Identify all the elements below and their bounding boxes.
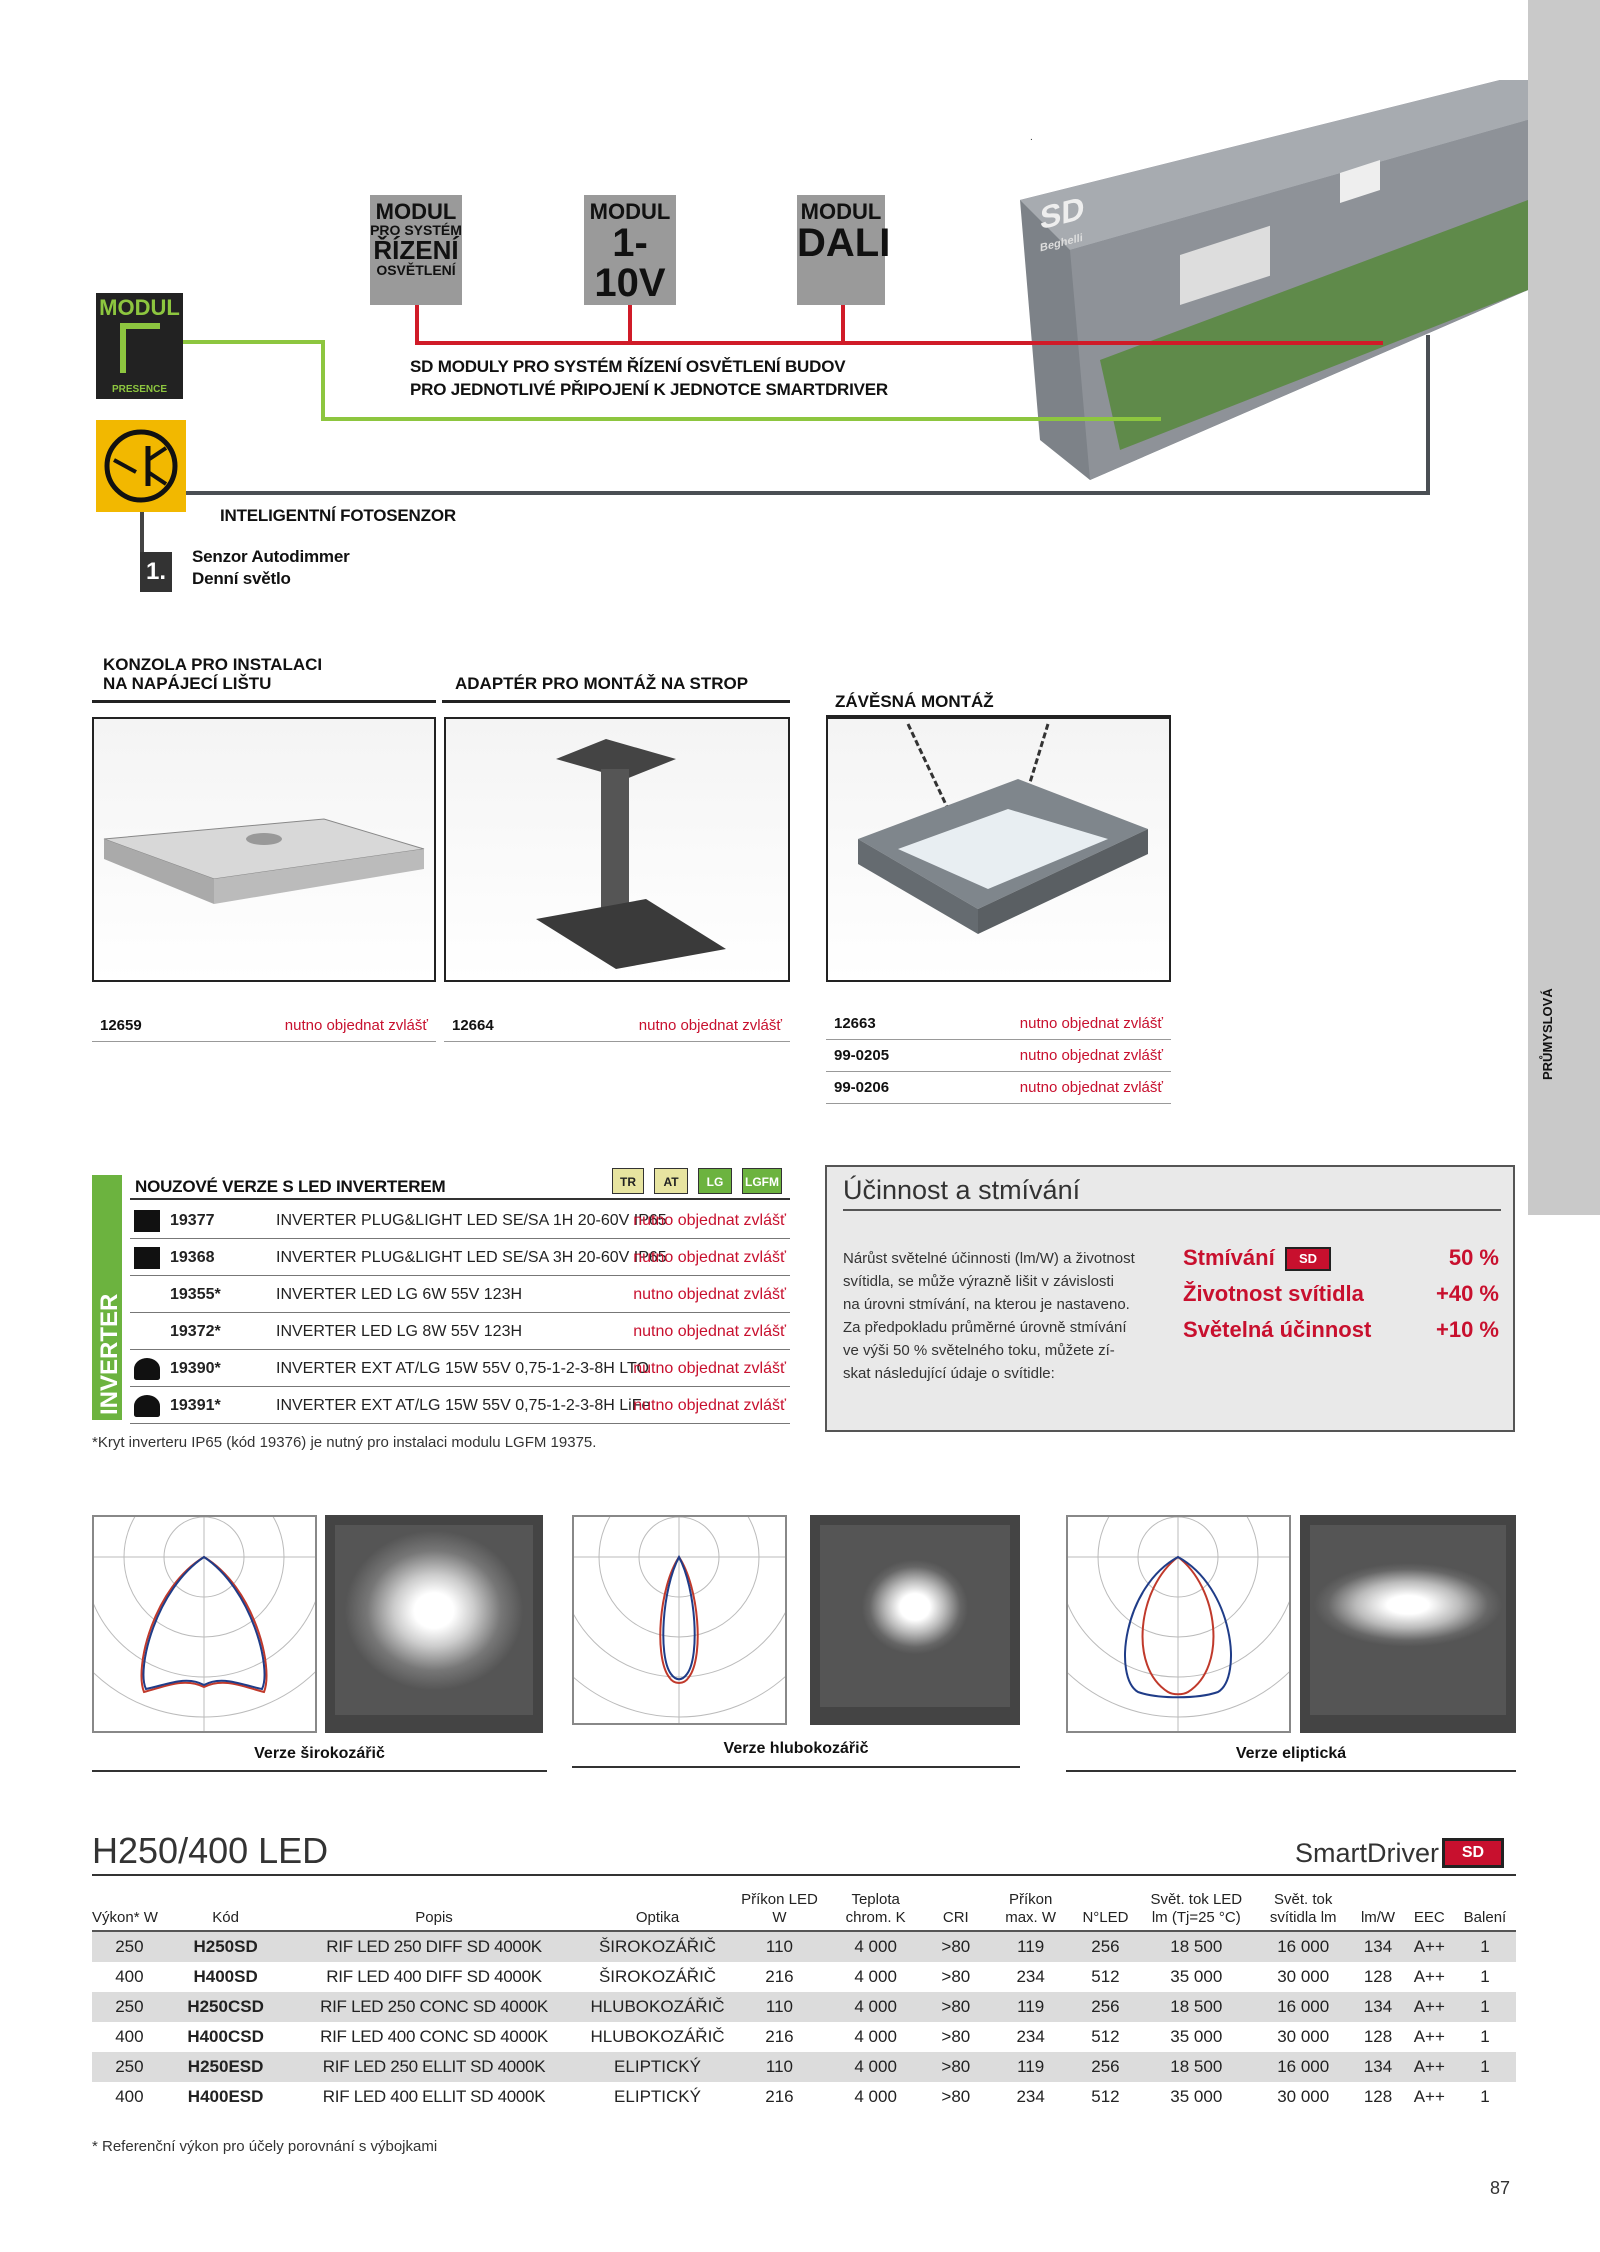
cell-tok-led: 18 500 bbox=[1138, 2052, 1256, 2082]
cell-baleni: 1 bbox=[1480, 1967, 1490, 1986]
accessory-code-row bbox=[826, 1040, 1171, 1072]
inverter-code: 19368 bbox=[170, 1249, 215, 1266]
polar-diagram-elliptic bbox=[1066, 1515, 1291, 1733]
accessory-code-row bbox=[444, 1010, 790, 1042]
col-tok-led bbox=[1138, 1891, 1256, 1931]
inverter-desc: INVERTER EXT AT/LG 15W 55V 0,75-1-2-3-8H LiFe bbox=[276, 1397, 651, 1414]
inverter-footnote: *Kryt inverteru IP65 (kód 19376) je nutný pro instalaci modulu LGFM 19375. bbox=[92, 1434, 597, 1451]
wire-red bbox=[841, 305, 845, 343]
badge-at: AT bbox=[654, 1168, 688, 1194]
cell-tok-led: 35 000 bbox=[1170, 2087, 1223, 2106]
cell-kod: H400SD bbox=[193, 1967, 258, 1986]
table-row bbox=[92, 1992, 1516, 2022]
cell-eec: A++ bbox=[1413, 1967, 1445, 1986]
col-nled: N°LED bbox=[1073, 1891, 1137, 1931]
order-note: nutno objednat zvlášť bbox=[633, 1397, 786, 1414]
product-table bbox=[92, 1891, 1516, 2112]
accessory-code: 12664 bbox=[452, 1017, 494, 1034]
module-name: ŘÍZENÍ bbox=[373, 235, 459, 265]
module-title: MODUL bbox=[99, 295, 180, 320]
cell-eec: A++ bbox=[1405, 1992, 1454, 2022]
inverter-side-label: INVERTER bbox=[96, 1293, 123, 1415]
light-spot-narrow bbox=[810, 1515, 1020, 1725]
cell-vykon: 400 bbox=[115, 2087, 144, 2106]
inverter-code: 19355* bbox=[170, 1286, 221, 1303]
accessory-title-line: KONZOLA PRO INSTALACI bbox=[103, 655, 323, 674]
col-vykon: Výkon* W bbox=[92, 1891, 167, 1931]
cell-baleni: 1 bbox=[1480, 2087, 1490, 2106]
light-spot-elliptic bbox=[1300, 1515, 1516, 1733]
cell-cri: >80 bbox=[924, 1931, 988, 1962]
cell-tok-sv: 30 000 bbox=[1277, 2027, 1330, 2046]
cell-popis: RIF LED 250 ELLIT SD 4000K bbox=[284, 2052, 583, 2082]
accessory-code: 12659 bbox=[100, 1017, 142, 1034]
system-description-line: PRO JEDNOTLIVÉ PŘIPOJENÍ K JEDNOTCE SMARTDRIVER bbox=[410, 380, 889, 399]
col-optika: Optika bbox=[584, 1891, 732, 1931]
ceiling-adapter-image bbox=[444, 717, 790, 982]
col-teplota bbox=[828, 1891, 924, 1931]
order-note: nutno objednat zvlášť bbox=[633, 1323, 786, 1340]
module-lighting-control bbox=[370, 195, 462, 305]
order-note: nutno objednat zvlášť bbox=[633, 1212, 786, 1229]
page-number: 87 bbox=[1490, 2178, 1511, 2198]
cell-baleni: 1 bbox=[1454, 1992, 1516, 2022]
efficiency-value: 50 % bbox=[1448, 1245, 1499, 1270]
module-name: DALI bbox=[797, 221, 891, 265]
cell-baleni: 1 bbox=[1454, 1931, 1516, 1962]
divider bbox=[442, 700, 790, 703]
photometry-caption: Verze širokozářič bbox=[254, 1745, 385, 1762]
col-tok-led-l2: lm (Tj=25 °C) bbox=[1151, 1909, 1241, 1926]
efficiency-title: Účinnost a stmívání bbox=[843, 1175, 1081, 1205]
col-baleni: Balení bbox=[1454, 1891, 1516, 1931]
cell-eec: A++ bbox=[1405, 2052, 1454, 2082]
cell-vykon: 400 bbox=[115, 1967, 144, 1986]
cell-vykon: 250 bbox=[92, 1931, 167, 1962]
accessory-title: ZÁVĚSNÁ MONTÁŽ bbox=[835, 692, 994, 711]
cell-tok-sv: 16 000 bbox=[1255, 1992, 1351, 2022]
divider bbox=[92, 1770, 547, 1772]
cell-prikon: 119 bbox=[988, 1931, 1074, 1962]
cell-lmw: 134 bbox=[1351, 1931, 1404, 1962]
sensor-name-line: Denní světlo bbox=[192, 569, 291, 588]
accessory-code-row bbox=[92, 1010, 436, 1042]
efficiency-value: +10 % bbox=[1436, 1317, 1499, 1342]
table-row bbox=[92, 1962, 1516, 1992]
inverter-row bbox=[130, 1313, 790, 1350]
cell-teplota: 4 000 bbox=[854, 1967, 897, 1986]
accessory-title-line: NA NAPÁJECÍ LIŠTU bbox=[103, 674, 272, 693]
cell-kod: H250ESD bbox=[167, 2052, 285, 2082]
col-kod: Kód bbox=[167, 1891, 285, 1931]
cell-prikon: 234 bbox=[1016, 1967, 1045, 1986]
cell-tok-sv: 30 000 bbox=[1277, 1967, 1330, 1986]
inverter-row bbox=[130, 1276, 790, 1313]
cell-tok-sv: 30 000 bbox=[1277, 2087, 1330, 2106]
cell-baleni: 1 bbox=[1454, 2052, 1516, 2082]
cell-kod: H400ESD bbox=[187, 2087, 264, 2106]
cell-nled: 256 bbox=[1073, 2052, 1137, 2082]
brand-name: SmartDriver bbox=[1295, 1838, 1440, 1868]
cell-cri: >80 bbox=[941, 2027, 971, 2046]
cell-cri: >80 bbox=[924, 1992, 988, 2022]
efficiency-label: Stmívání bbox=[1183, 1245, 1275, 1270]
cell-popis: RIF LED 400 ELLIT SD 4000K bbox=[322, 2087, 546, 2106]
order-note: nutno objednat zvlášť bbox=[284, 1017, 428, 1034]
badge-tr: TR bbox=[612, 1168, 644, 1194]
cell-prikon-led: 216 bbox=[765, 1967, 794, 1986]
cell-cri: >80 bbox=[941, 2087, 971, 2106]
photometry-caption: Verze hlubokozářič bbox=[723, 1740, 869, 1757]
wire-red bbox=[415, 341, 1383, 345]
divider bbox=[92, 1874, 1516, 1876]
smartdriver-logo: SD bbox=[1442, 1838, 1504, 1868]
cell-optika: ELIPTICKÝ bbox=[584, 2052, 732, 2082]
photosensor-label: INTELIGENTNÍ FOTOSENZOR bbox=[220, 506, 456, 525]
order-note: nutno objednat zvlášť bbox=[1019, 1079, 1163, 1096]
col-tok-led-l1: Svět. tok LED bbox=[1150, 1891, 1243, 1908]
cell-kod: H250CSD bbox=[167, 1992, 285, 2022]
col-teplota-l1: Teplota bbox=[851, 1891, 900, 1908]
sd-logo: SD bbox=[1285, 1247, 1331, 1271]
col-teplota-l2: chrom. K bbox=[845, 1909, 906, 1926]
wire-green bbox=[321, 417, 1161, 421]
cell-teplota: 4 000 bbox=[854, 2087, 897, 2106]
cell-teplota: 4 000 bbox=[854, 2027, 897, 2046]
table-header-row bbox=[92, 1891, 1516, 1931]
inverter-desc: INVERTER PLUG&LIGHT LED SE/SA 3H 20-60V IP65 bbox=[276, 1249, 667, 1266]
inverter-code: 19390* bbox=[170, 1360, 221, 1377]
device-logo-main: SD bbox=[1040, 189, 1085, 237]
efficiency-text-line: na úrovni stmívání, na kterou je nastaveno. bbox=[843, 1296, 1130, 1313]
accessory-code: 12663 bbox=[834, 1015, 876, 1032]
cell-nled: 512 bbox=[1091, 2087, 1120, 2106]
wire-dark bbox=[186, 491, 1430, 495]
cell-nled: 256 bbox=[1073, 1931, 1137, 1962]
presence-icon bbox=[120, 323, 160, 373]
module-title: MODUL bbox=[375, 199, 457, 224]
cell-cri: >80 bbox=[941, 1967, 971, 1986]
table-row bbox=[92, 2052, 1516, 2082]
cell-tok-sv: 16 000 bbox=[1255, 2052, 1351, 2082]
efficiency-text-line: Za předpokladu průměrné úrovně stmívání bbox=[843, 1319, 1127, 1336]
cell-prikon-led: 216 bbox=[765, 2087, 794, 2106]
light-spot-wide bbox=[325, 1515, 543, 1733]
cell-lmw: 134 bbox=[1351, 1992, 1404, 2022]
cell-lmw: 134 bbox=[1351, 2052, 1404, 2082]
cell-tok-led: 18 500 bbox=[1138, 1931, 1256, 1962]
cell-lmw: 128 bbox=[1363, 2087, 1393, 2106]
wire-red bbox=[628, 305, 632, 343]
order-note: nutno objednat zvlášť bbox=[1019, 1015, 1163, 1032]
inverter-title: NOUZOVÉ VERZE S LED INVERTEREM bbox=[135, 1177, 446, 1196]
efficiency-label: Světelná účinnost bbox=[1183, 1317, 1372, 1342]
sensor-number: 1. bbox=[140, 552, 172, 592]
inverter-code: 19372* bbox=[170, 1323, 221, 1340]
order-note: nutno objednat zvlášť bbox=[633, 1360, 786, 1377]
cell-vykon: 250 bbox=[92, 1992, 167, 2022]
device-logo-sub: Beghelli bbox=[1040, 231, 1083, 255]
cell-vykon: 250 bbox=[92, 2052, 167, 2082]
efficiency-text bbox=[843, 1247, 1173, 1385]
cell-prikon-led: 216 bbox=[765, 2027, 794, 2046]
cell-teplota: 4 000 bbox=[828, 2052, 924, 2082]
efficiency-label: Životnost svítidla bbox=[1183, 1281, 1364, 1306]
divider bbox=[572, 1766, 1020, 1768]
cell-kod: H250SD bbox=[167, 1931, 285, 1962]
suspension-mount-image bbox=[826, 717, 1171, 982]
inverter-side-bar bbox=[92, 1175, 122, 1420]
system-description bbox=[410, 355, 888, 401]
wire-green bbox=[183, 340, 323, 344]
col-tok-sv bbox=[1255, 1891, 1351, 1931]
inverter-row bbox=[130, 1350, 790, 1387]
accessory-code-row bbox=[826, 1008, 1171, 1040]
module-dali bbox=[797, 195, 891, 305]
efficiency-item bbox=[1183, 1317, 1499, 1353]
cell-optika: ŠIROKOZÁŘIČ bbox=[584, 1931, 732, 1962]
inverter-row bbox=[130, 1387, 790, 1424]
polar-diagram-narrow bbox=[572, 1515, 787, 1725]
cell-cri: >80 bbox=[924, 2052, 988, 2082]
sensor-name-line: Senzor Autodimmer bbox=[192, 547, 350, 566]
photosensor-icon bbox=[96, 420, 186, 512]
efficiency-text-line: ve výši 50 % světelného toku, můžete zí- bbox=[843, 1342, 1115, 1359]
cell-eec: A++ bbox=[1413, 2027, 1445, 2046]
wire-dark bbox=[1426, 335, 1430, 495]
inverter-row bbox=[130, 1239, 790, 1276]
battery-pack-icon bbox=[134, 1358, 160, 1380]
cell-prikon-led: 110 bbox=[731, 1931, 827, 1962]
col-cri: CRI bbox=[924, 1891, 988, 1931]
cell-baleni: 1 bbox=[1480, 2027, 1490, 2046]
divider bbox=[130, 1198, 790, 1200]
system-description-line: SD MODULY PRO SYSTÉM ŘÍZENÍ OSVĚTLENÍ BUDOV bbox=[410, 357, 846, 376]
table-row bbox=[92, 2082, 1516, 2112]
cell-popis: RIF LED 250 DIFF SD 4000K bbox=[284, 1931, 583, 1962]
efficiency-values bbox=[1183, 1245, 1499, 1353]
product-title: H250/400 LED bbox=[92, 1830, 329, 1871]
col-popis: Popis bbox=[284, 1891, 583, 1931]
cell-tok-led: 35 000 bbox=[1170, 2027, 1223, 2046]
cell-tok-sv: 16 000 bbox=[1255, 1931, 1351, 1962]
wire-red bbox=[415, 305, 419, 343]
battery-pack-icon bbox=[134, 1395, 160, 1417]
cell-prikon-led: 110 bbox=[731, 1992, 827, 2022]
cell-optika: ŠIROKOZÁŘIČ bbox=[598, 1967, 717, 1986]
efficiency-panel bbox=[825, 1165, 1515, 1432]
module-title: MODUL bbox=[589, 199, 671, 224]
cell-optika: HLUBOKOZÁŘIČ bbox=[584, 1992, 732, 2022]
inverter-row bbox=[130, 1202, 790, 1239]
cell-tok-led: 35 000 bbox=[1170, 1967, 1223, 1986]
cell-teplota: 4 000 bbox=[828, 1992, 924, 2022]
col-tok-sv-l1: Svět. tok bbox=[1274, 1891, 1333, 1908]
efficiency-text-line: svítidla, se může výrazně lišit v závislosti bbox=[843, 1273, 1114, 1290]
cell-prikon-led: 110 bbox=[731, 2052, 827, 2082]
photometry-caption: Verze eliptická bbox=[1235, 1745, 1347, 1762]
side-tab bbox=[1528, 0, 1600, 1215]
side-tab-label: PRŮMYSLOVÁ bbox=[1540, 988, 1555, 1080]
accessory-title: ADAPTÉR PRO MONTÁŽ NA STROP bbox=[455, 674, 749, 693]
cell-lmw: 128 bbox=[1363, 1967, 1393, 1986]
cell-nled: 256 bbox=[1073, 1992, 1137, 2022]
polar-diagram-wide bbox=[92, 1515, 317, 1733]
cell-prikon: 119 bbox=[988, 2052, 1074, 2082]
inverter-desc: INVERTER LED LG 8W 55V 123H bbox=[276, 1323, 523, 1340]
module-name: 1-10V bbox=[594, 221, 666, 305]
accessory-code-row bbox=[826, 1072, 1171, 1104]
module-presence bbox=[96, 293, 183, 399]
efficiency-item bbox=[1183, 1245, 1499, 1281]
divider bbox=[92, 700, 436, 703]
order-note: nutno objednat zvlášť bbox=[638, 1017, 782, 1034]
accessory-title bbox=[103, 655, 322, 693]
cell-tok-led: 18 500 bbox=[1138, 1992, 1256, 2022]
col-prikon-led-l2: W bbox=[772, 1909, 787, 1926]
inverter-desc: INVERTER EXT AT/LG 15W 55V 0,75-1-2-3-8H LTO bbox=[276, 1360, 649, 1377]
inverter-badges bbox=[612, 1168, 792, 1194]
badge-lg: LG bbox=[698, 1168, 732, 1194]
inverter-desc: INVERTER LED LG 6W 55V 123H bbox=[276, 1286, 523, 1303]
col-prikon-led bbox=[731, 1891, 827, 1931]
product-footnote: * Referenční výkon pro účely porovnání s výbojkami bbox=[92, 2138, 438, 2155]
cell-prikon: 234 bbox=[1016, 2027, 1045, 2046]
col-prikon-l1: Příkon bbox=[1008, 1891, 1053, 1908]
cell-teplota: 4 000 bbox=[828, 1931, 924, 1962]
inverter-black-icon bbox=[134, 1210, 160, 1232]
wire-green bbox=[321, 340, 325, 420]
col-eec: EEC bbox=[1405, 1891, 1454, 1931]
cell-optika: HLUBOKOZÁŘIČ bbox=[590, 2027, 725, 2046]
cell-popis: RIF LED 400 DIFF SD 4000K bbox=[326, 1967, 542, 1986]
cell-eec: A++ bbox=[1413, 2087, 1445, 2106]
sensor-name bbox=[192, 546, 350, 590]
cell-kod: H400CSD bbox=[187, 2027, 264, 2046]
inverter-code: 19391* bbox=[170, 1397, 221, 1414]
module-title: MODUL bbox=[800, 199, 882, 224]
bracket-rail-image bbox=[92, 717, 436, 982]
cell-eec: A++ bbox=[1405, 1931, 1454, 1962]
divider bbox=[1066, 1770, 1516, 1772]
col-lmw: lm/W bbox=[1351, 1891, 1404, 1931]
col-prikon-l2: max. W bbox=[1005, 1909, 1057, 1926]
module-subtitle: PRO SYSTÉM bbox=[370, 222, 462, 238]
svg-text:.: . bbox=[1030, 132, 1033, 143]
table-row bbox=[92, 1931, 1516, 1962]
cell-optika: ELIPTICKÝ bbox=[614, 2087, 701, 2106]
col-tok-sv-l2: svítidla lm bbox=[1269, 1909, 1337, 1926]
cell-popis: RIF LED 250 CONC SD 4000K bbox=[284, 1992, 583, 2022]
order-note: nutno objednat zvlášť bbox=[633, 1249, 786, 1266]
accessory-code: 99-0206 bbox=[834, 1079, 890, 1096]
efficiency-header bbox=[843, 1175, 1501, 1211]
module-name-2: OSVĚTLENÍ bbox=[376, 262, 456, 278]
cell-nled: 512 bbox=[1091, 2027, 1120, 2046]
efficiency-value: +40 % bbox=[1436, 1281, 1499, 1306]
cell-vykon: 400 bbox=[115, 2027, 144, 2046]
cell-prikon: 119 bbox=[988, 1992, 1074, 2022]
efficiency-text-line: Nárůst světelné účinnosti (lm/W) a životnost bbox=[843, 1250, 1135, 1267]
order-note: nutno objednat zvlášť bbox=[1019, 1047, 1163, 1064]
col-prikon-led-l1: Příkon LED bbox=[741, 1891, 818, 1908]
efficiency-text-line: skat následující údaje o svítidle: bbox=[843, 1365, 1055, 1382]
order-note: nutno objednat zvlášť bbox=[633, 1286, 786, 1303]
inverter-desc: INVERTER PLUG&LIGHT LED SE/SA 1H 20-60V IP65 bbox=[276, 1212, 667, 1229]
cell-prikon: 234 bbox=[1016, 2087, 1045, 2106]
cell-lmw: 128 bbox=[1363, 2027, 1393, 2046]
accessory-code: 99-0205 bbox=[834, 1047, 890, 1064]
badge-lgfm: LGFM bbox=[742, 1168, 782, 1194]
module-1-10v bbox=[584, 195, 676, 305]
module-name: PRESENCE bbox=[111, 384, 167, 395]
cell-nled: 512 bbox=[1091, 1967, 1120, 1986]
col-prikon bbox=[988, 1891, 1074, 1931]
efficiency-item bbox=[1183, 1281, 1499, 1317]
cell-popis: RIF LED 400 CONC SD 4000K bbox=[320, 2027, 548, 2046]
inverter-black-icon bbox=[134, 1247, 160, 1269]
inverter-code: 19377 bbox=[170, 1212, 215, 1229]
table-row bbox=[92, 2022, 1516, 2052]
